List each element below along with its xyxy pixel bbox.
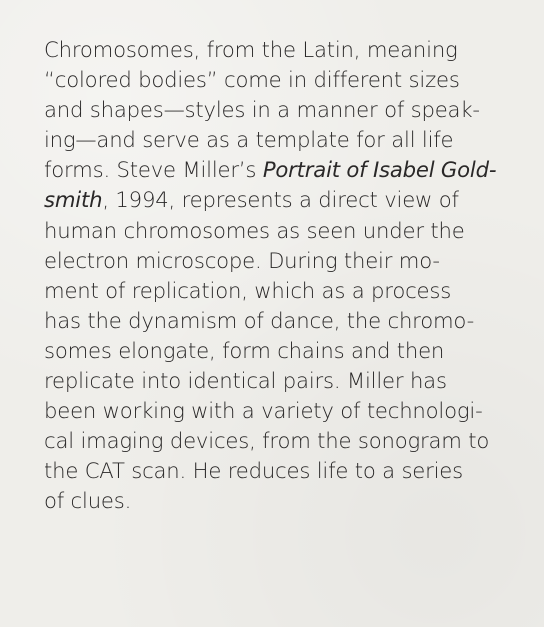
text-line <box>44 306 534 336</box>
body-text: and shapes—styles in a manner of speak- <box>44 97 480 123</box>
body-text: the CAT scan. He reduces life to a series <box>44 458 463 484</box>
body-text: forms. Steve Miller’s <box>44 157 263 183</box>
text-line <box>44 155 534 185</box>
body-text: been working with a variety of technologi- <box>44 398 483 424</box>
text-line <box>44 396 534 426</box>
body-text: electron microscope. During their mo- <box>44 247 440 273</box>
body-paragraph <box>44 35 534 517</box>
text-line <box>44 95 534 125</box>
body-text: ing—and serve as a template for all life <box>44 127 454 153</box>
italic-title-text: smith <box>44 187 103 213</box>
body-text: somes elongate, form chains and then <box>44 337 445 363</box>
body-text: of clues. <box>44 488 132 514</box>
body-text: human chromosomes as seen under the <box>44 217 465 243</box>
body-text: has the dynamism of dance, the chromo- <box>44 307 475 333</box>
body-text: , 1994, represents a direct view of <box>102 187 459 213</box>
text-line <box>44 246 534 276</box>
text-line <box>44 426 534 456</box>
body-text: “colored bodies” come in different sizes <box>44 67 460 93</box>
body-text: replicate into identical pairs. Miller has <box>44 368 447 394</box>
text-line <box>44 486 534 516</box>
text-line <box>44 125 534 155</box>
text-line <box>44 216 534 246</box>
italic-title-text: Portrait of Isabel Gold- <box>262 157 497 183</box>
body-text: cal imaging devices, from the sonogram to <box>44 428 490 454</box>
text-line <box>44 185 534 215</box>
text-line <box>44 336 534 366</box>
text-line <box>44 276 534 306</box>
text-line <box>44 366 534 396</box>
body-text: ment of replication, which as a process <box>44 277 452 303</box>
text-line <box>44 456 534 486</box>
text-line <box>44 35 534 65</box>
text-line <box>44 65 534 95</box>
body-text: Chromosomes, from the Latin, meaning <box>44 37 458 62</box>
